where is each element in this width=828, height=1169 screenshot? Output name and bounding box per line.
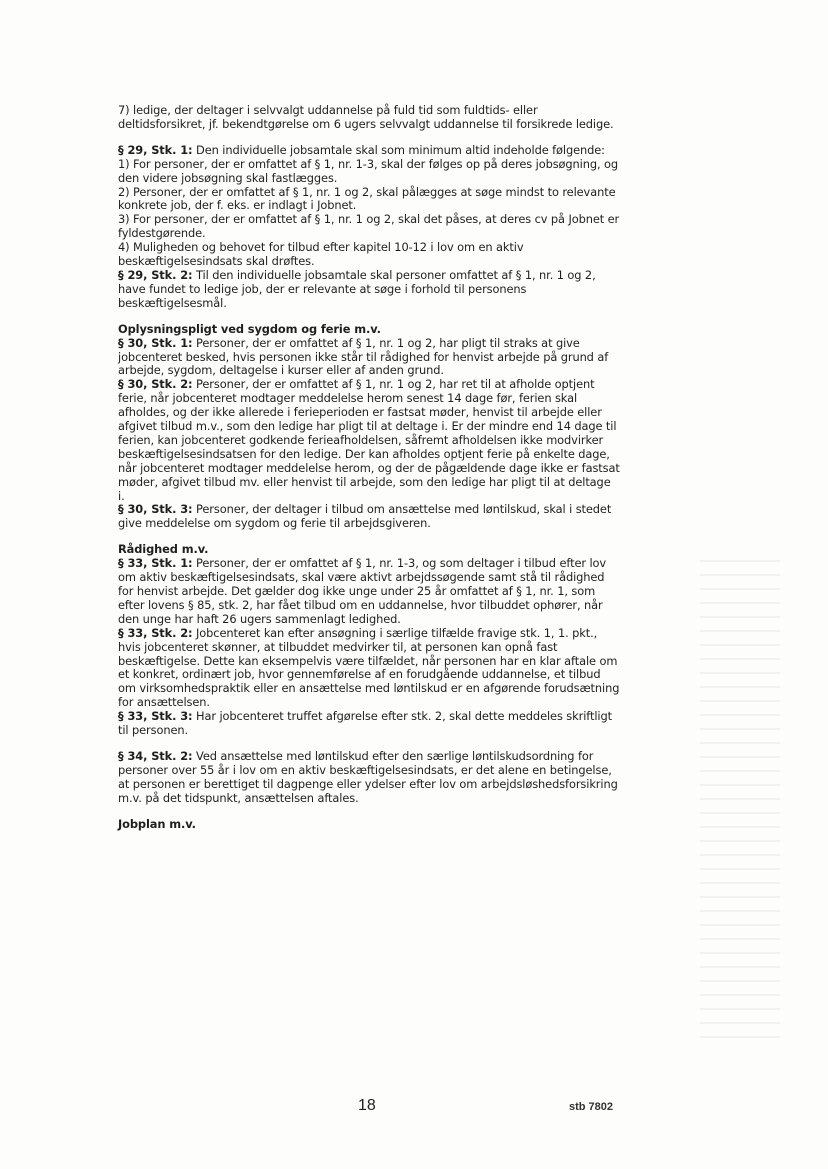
s34-stk2-label: § 34, Stk. 2: <box>118 748 193 763</box>
document-code: stb 7802 <box>569 1101 614 1113</box>
s29-item-2: 2) Personer, der er omfattet af § 1, nr. 1 og 2, skal pålægges at søge mindst to relevante konkrete job, der f. eks. er indlagt i Jobnet. <box>118 184 616 213</box>
s30-stk1-label: § 30, Stk. 1: <box>118 335 193 350</box>
s29-stk1-label: § 29, Stk. 1: <box>118 142 193 157</box>
s29-stk2-text: Til den individuelle jobsamtale skal personer omfattet af § 1, nr. 1 og 2, have fundet to ledige job, der er relevante at søge i forhold til personens beskæftigelsesmål. <box>118 267 596 310</box>
s30-stk2-label: § 30, Stk. 2: <box>118 377 193 392</box>
s29-stk2 <box>118 269 620 311</box>
heading-raadighed: Rådighed m.v. <box>118 542 209 557</box>
s33-stk2-label: § 33, Stk. 2: <box>118 625 193 640</box>
bleed-through-shadow <box>700 560 780 1040</box>
page-number: 18 <box>358 1097 376 1114</box>
s34-stk2 <box>118 750 620 806</box>
s33-stk1-label: § 33, Stk. 1: <box>118 556 193 571</box>
s29-stk1-text: Den individuelle jobsamtale skal som minimum altid indeholde følgende: <box>192 142 605 157</box>
intro-paragraph: 7) ledige, der deltager i selvvalgt uddannelse på fuld tid som fuldtids- eller deltidsforsikret, jf. bekendtgørelse om 6 ugers selvvalgt uddannelse til forsikrede ledige. <box>118 103 614 131</box>
heading-jobplan: Jobplan m.v. <box>118 816 196 831</box>
s33-stk2-text: Jobcenteret kan efter ansøgning i særlige tilfælde fravige stk. 1, 1. pkt., hvis jobcenteret skønner, at tilbuddet medvirker til, at personen kan opnå fast beskæftigelse. Dette kan eksempelvis være tilfældet, når personen har en klar aftale om et konkret, ordinært job, hvor gennemførelse af en forudgående uddannelse, et tilbud om virksomhedspraktik eller en ansættelse med løntilskud er en afgørende forudsætning for ansættelsen. <box>118 625 620 710</box>
s33-stk3-text: Har jobcenteret truffet afgørelse efter stk. 2, skal dette meddeles skriftligt til personen. <box>118 709 612 738</box>
s29-stk1 <box>118 144 620 158</box>
s29-item-3: 3) For personer, der er omfattet af § 1, nr. 1 og 2, skal det påses, at deres cv på Jobnet er fyldestgørende. <box>118 212 620 241</box>
s33-stk3-label: § 33, Stk. 3: <box>118 709 193 724</box>
body-text <box>118 104 620 832</box>
heading-oplysningspligt: Oplysningspligt ved sygdom og ferie m.v. <box>118 321 381 336</box>
s34-stk2-text: Ved ansættelse med løntilskud efter den særlige løntilskudsordning for personer over 55 år i lov om en aktiv beskæftigelsesindsats, er det alene en betingelse, at personen er berettiget til dagpenge eller ydelser efter lov om arbejdsløshedsforsikring m.v. på det tidspunkt, ansættelsen aftales. <box>118 748 618 805</box>
s30-stk2-text: Personer, der er omfattet af § 1, nr. 1 og 2, har ret til at afholde optjent ferie, når jobcenteret modtager meddelelse herom senest 14 dage før, ferien skal afholdes, og der ikke allerede i ferieperioden er fastsat møder, henvist til arbejde eller afgivet tilbud m.v., som den ledige har pligt til at deltage i. Er der mindre end 14 dage til ferien, kan jobcenteret godkende ferieafholdelsen, såfremt afholdelsen ikke modvirker beskæftigelsesindsatsen for den ledige. Der kan afholdes optjent ferie på enkelte dage, når jobcenteret modtager meddelelse herom, og der de pågældende dage ikke er fastsat møder, afgivet tilbud mv. eller henvist til arbejde, som den ledige har pligt til at deltage i. <box>118 377 620 503</box>
s30-stk3 <box>118 503 620 531</box>
s33-stk3 <box>118 710 620 738</box>
s30-stk1 <box>118 337 620 379</box>
s30-stk2 <box>118 378 620 503</box>
s33-stk1 <box>118 557 620 627</box>
s29-stk2-label: § 29, Stk. 2: <box>118 267 193 282</box>
s30-stk3-label: § 30, Stk. 3: <box>118 502 193 517</box>
s30-stk1-text: Personer, der er omfattet af § 1, nr. 1 og 2, har pligt til straks at give jobcenteret besked, hvis personen ikke står til rådighed for henvist arbejde på grund af arbejde, sygdom, deltagelse i kurser eller af anden grund. <box>118 335 609 378</box>
s33-stk2 <box>118 627 620 710</box>
s30-stk3-text: Personer, der deltager i tilbud om ansættelse med løntilskud, skal i stedet give meddelelse om sygdom og ferie til arbejdsgiveren. <box>118 502 612 531</box>
s29-item-1: 1) For personer, der er omfattet af § 1, nr. 1-3, skal der følges op på deres jobsøgning, og den videre jobsøgning skal fastlægges. <box>118 156 619 185</box>
s33-stk1-text: Personer, der er omfattet af § 1, nr. 1-3, og som deltager i tilbud efter lov om aktiv beskæftigelsesindsats, skal være aktivt arbejdssøgende samt stå til rådighed for henvist arbejde. Det gælder dog ikke unge under 25 år omfattet af § 1, nr. 1, som efter lovens § 85, stk. 2, har fået tilbud om en uddannelse, hvor tilbuddet ophører, når den unge har haft 26 ugers sammenlagt ledighed. <box>118 556 607 626</box>
s29-item-4: 4) Muligheden og behovet for tilbud efter kapitel 10-12 i lov om en aktiv beskæftigelsesindsats skal drøftes. <box>118 240 524 269</box>
